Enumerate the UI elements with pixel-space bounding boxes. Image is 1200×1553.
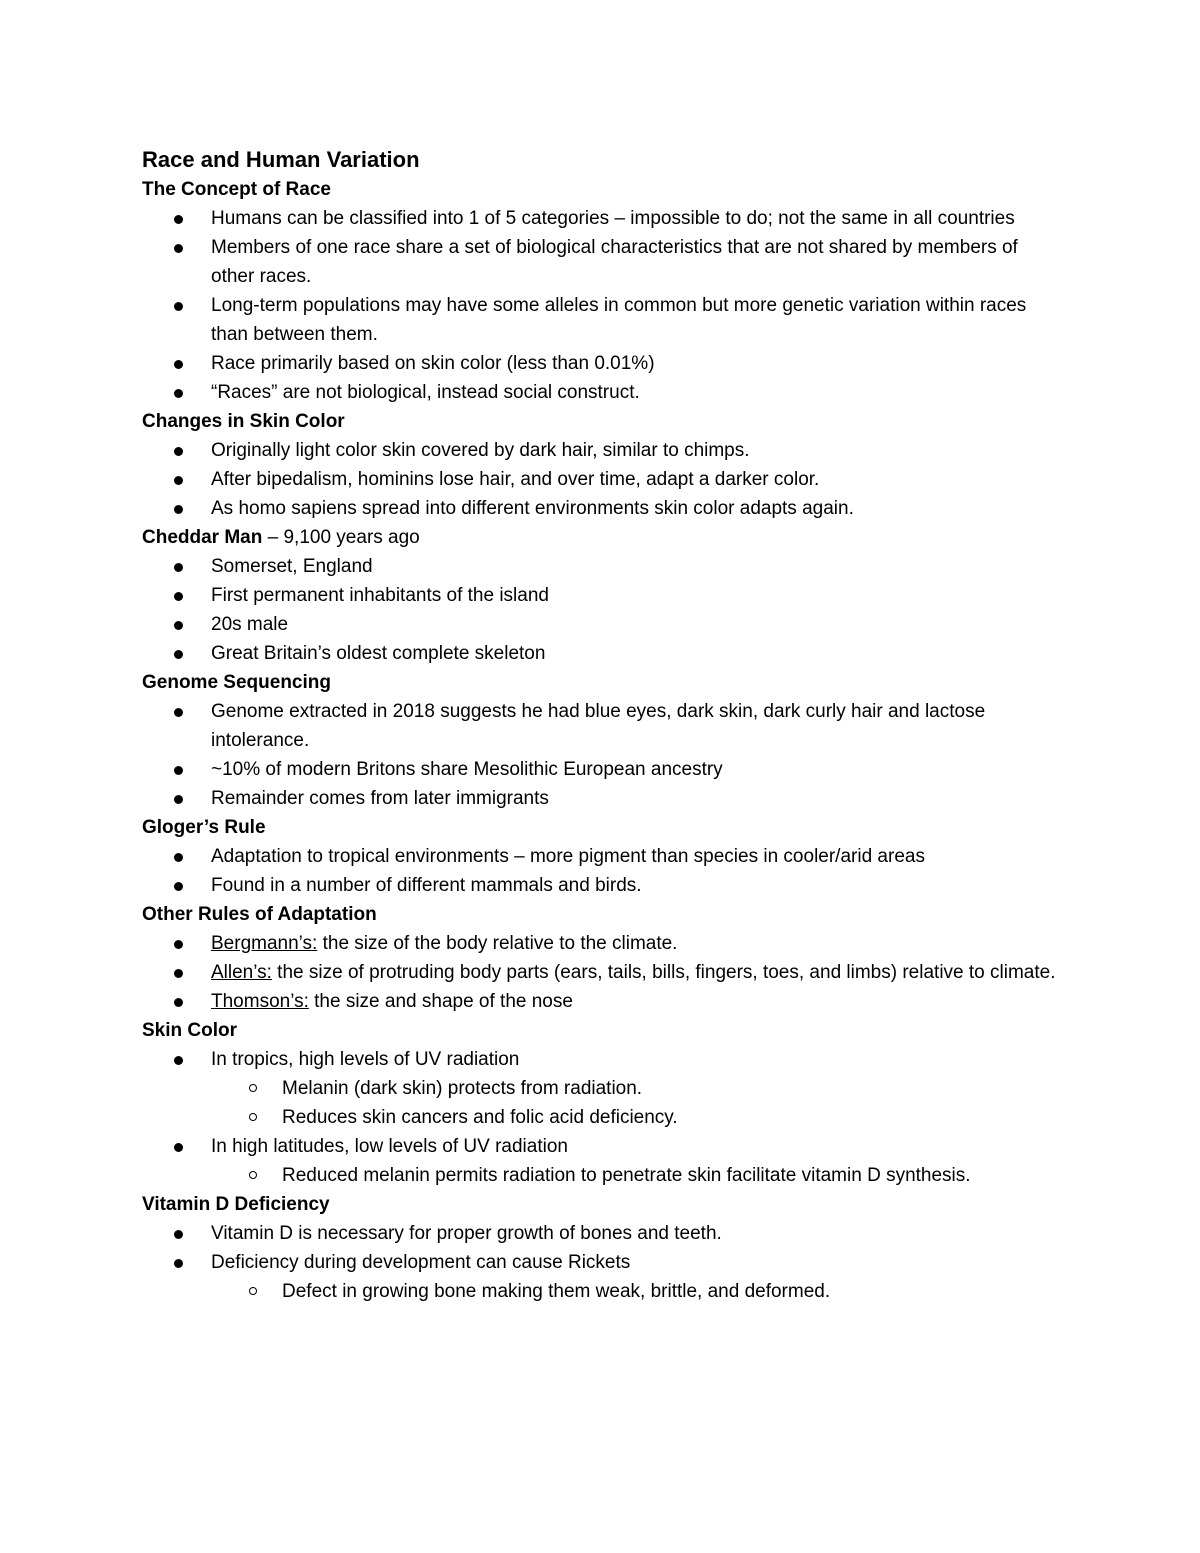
bullet-item [142, 842, 1062, 871]
sub-bullet-text: Reduced melanin permits radiation to penetrate skin facilitate vitamin D synthesis. [282, 1165, 971, 1186]
bullet-item [142, 581, 1062, 610]
bullet-term: Bergmann’s: [211, 933, 318, 954]
bullet-icon [174, 505, 183, 514]
bullet-text: Vitamin D is necessary for proper growth of bones and teeth. [211, 1223, 722, 1244]
bullet-text: ~10% of modern Britons share Mesolithic European ancestry [211, 759, 723, 780]
bullet-item [142, 929, 1062, 958]
bullet-icon [174, 853, 183, 862]
bullet-item [142, 378, 1062, 407]
bullet-icon [174, 389, 183, 398]
section-heading [142, 1016, 1062, 1045]
bullet-item [142, 291, 1062, 349]
bullet-text: Race primarily based on skin color (less than 0.01%) [211, 353, 655, 374]
bullet-item [142, 233, 1062, 291]
sub-bullet-text: Defect in growing bone making them weak, brittle, and deformed. [282, 1281, 831, 1302]
section-heading-text: Gloger’s Rule [142, 817, 266, 838]
section [142, 900, 1062, 1016]
section-heading-text: Skin Color [142, 1020, 238, 1041]
bullet-list [142, 1045, 1062, 1190]
bullet-icon [174, 969, 183, 978]
bullet-text: As homo sapiens spread into different environments skin color adapts again. [211, 498, 854, 519]
bullet-icon [174, 476, 183, 485]
bullet-item [142, 697, 1062, 755]
bullet-text: the size of the body relative to the climate. [317, 933, 678, 954]
section-heading-text: The Concept of Race [142, 179, 331, 200]
bullet-item [142, 1045, 1062, 1074]
bullet-text: After bipedalism, hominins lose hair, and over time, adapt a darker color. [211, 469, 820, 490]
section [142, 1016, 1062, 1190]
bullet-text: the size and shape of the nose [308, 991, 573, 1012]
section-heading [142, 175, 1062, 204]
bullet-text: Members of one race share a set of biological characteristics that are not shared by members of other races. [211, 237, 1018, 287]
section-heading [142, 407, 1062, 436]
section [142, 813, 1062, 900]
bullet-icon [174, 1143, 183, 1152]
bullet-icon [174, 1056, 183, 1065]
circle-bullet-icon [249, 1171, 257, 1179]
bullet-icon [174, 708, 183, 717]
bullet-text: Humans can be classified into 1 of 5 categories – impossible to do; not the same in all countries [211, 208, 1015, 229]
section-heading-text: Vitamin D Deficiency [142, 1194, 330, 1215]
section [142, 668, 1062, 813]
section [142, 523, 1062, 668]
bullet-text: Long-term populations may have some alleles in common but more genetic variation within races than between them. [211, 295, 1027, 345]
bullet-icon [174, 766, 183, 775]
bullet-text: Great Britain’s oldest complete skeleton [211, 643, 546, 664]
bullet-icon [174, 360, 183, 369]
bullet-item [142, 1132, 1062, 1161]
bullet-text: Found in a number of different mammals and birds. [211, 875, 642, 896]
bullet-icon [174, 621, 183, 630]
sub-bullet-item [142, 1277, 1062, 1306]
bullet-text: In high latitudes, low levels of UV radiation [211, 1136, 568, 1157]
bullet-term: Thomson’s: [211, 991, 309, 1012]
bullet-text: the size of protruding body parts (ears, tails, bills, fingers, toes, and limbs) relative to climate. [271, 962, 1056, 983]
bullet-icon [174, 650, 183, 659]
bullet-list [142, 842, 1062, 900]
section-heading [142, 668, 1062, 697]
bullet-text: Deficiency during development can cause Rickets [211, 1252, 631, 1273]
bullet-icon [174, 1259, 183, 1268]
bullet-item [142, 610, 1062, 639]
bullet-item [142, 494, 1062, 523]
section-heading [142, 900, 1062, 929]
sections-container [142, 175, 1062, 1306]
bullet-list [142, 552, 1062, 668]
sub-bullet-list [142, 1161, 1062, 1190]
bullet-item [142, 784, 1062, 813]
bullet-item [142, 436, 1062, 465]
bullet-icon [174, 563, 183, 572]
bullet-icon [174, 244, 183, 253]
bullet-list [142, 204, 1062, 407]
bullet-icon [174, 795, 183, 804]
bullet-icon [174, 1230, 183, 1239]
bullet-icon [174, 302, 183, 311]
bullet-text: Originally light color skin covered by dark hair, similar to chimps. [211, 440, 750, 461]
document-title: Race and Human Variation [142, 147, 420, 172]
bullet-item [142, 465, 1062, 494]
bullet-item [142, 639, 1062, 668]
bullet-list [142, 1219, 1062, 1306]
section-heading [142, 523, 1062, 552]
sub-bullet-item [142, 1074, 1062, 1103]
bullet-text: “Races” are not biological, instead social construct. [211, 382, 640, 403]
section-heading-text: Genome Sequencing [142, 672, 331, 693]
bullet-item [142, 1248, 1062, 1277]
bullet-icon [174, 940, 183, 949]
bullet-text: Remainder comes from later immigrants [211, 788, 549, 809]
section-heading-text: Cheddar Man [142, 527, 263, 548]
bullet-icon [174, 882, 183, 891]
bullet-item [142, 755, 1062, 784]
bullet-text: First permanent inhabitants of the island [211, 585, 549, 606]
sub-bullet-item [142, 1103, 1062, 1132]
sub-bullet-list [142, 1074, 1062, 1132]
sub-bullet-text: Reduces skin cancers and folic acid deficiency. [282, 1107, 678, 1128]
bullet-term: Allen’s: [211, 962, 272, 983]
sub-bullet-item [142, 1161, 1062, 1190]
bullet-list [142, 929, 1062, 1016]
section-heading [142, 1190, 1062, 1219]
bullet-item [142, 958, 1062, 987]
bullet-item [142, 871, 1062, 900]
bullet-text: Somerset, England [211, 556, 373, 577]
circle-bullet-icon [249, 1113, 257, 1121]
section-heading-text: Changes in Skin Color [142, 411, 345, 432]
bullet-item [142, 1219, 1062, 1248]
bullet-text: Genome extracted in 2018 suggests he had blue eyes, dark skin, dark curly hair and lactose intolerance. [211, 701, 986, 751]
bullet-icon [174, 592, 183, 601]
bullet-item [142, 552, 1062, 581]
bullet-text: In tropics, high levels of UV radiation [211, 1049, 520, 1070]
section-heading [142, 813, 1062, 842]
section-heading-text: Other Rules of Adaptation [142, 904, 377, 925]
bullet-item [142, 204, 1062, 233]
bullet-icon [174, 215, 183, 224]
bullet-list [142, 697, 1062, 813]
document-page [142, 145, 1062, 1306]
sub-bullet-list [142, 1277, 1062, 1306]
section [142, 407, 1062, 523]
bullet-icon [174, 998, 183, 1007]
section-heading-subtext: – 9,100 years ago [262, 527, 420, 548]
circle-bullet-icon [249, 1084, 257, 1092]
bullet-item [142, 349, 1062, 378]
bullet-item [142, 987, 1062, 1016]
circle-bullet-icon [249, 1287, 257, 1295]
bullet-text: Adaptation to tropical environments – more pigment than species in cooler/arid areas [211, 846, 925, 867]
bullet-icon [174, 447, 183, 456]
section [142, 1190, 1062, 1306]
bullet-list [142, 436, 1062, 523]
bullet-text: 20s male [211, 614, 289, 635]
sub-bullet-text: Melanin (dark skin) protects from radiation. [282, 1078, 643, 1099]
section [142, 175, 1062, 407]
